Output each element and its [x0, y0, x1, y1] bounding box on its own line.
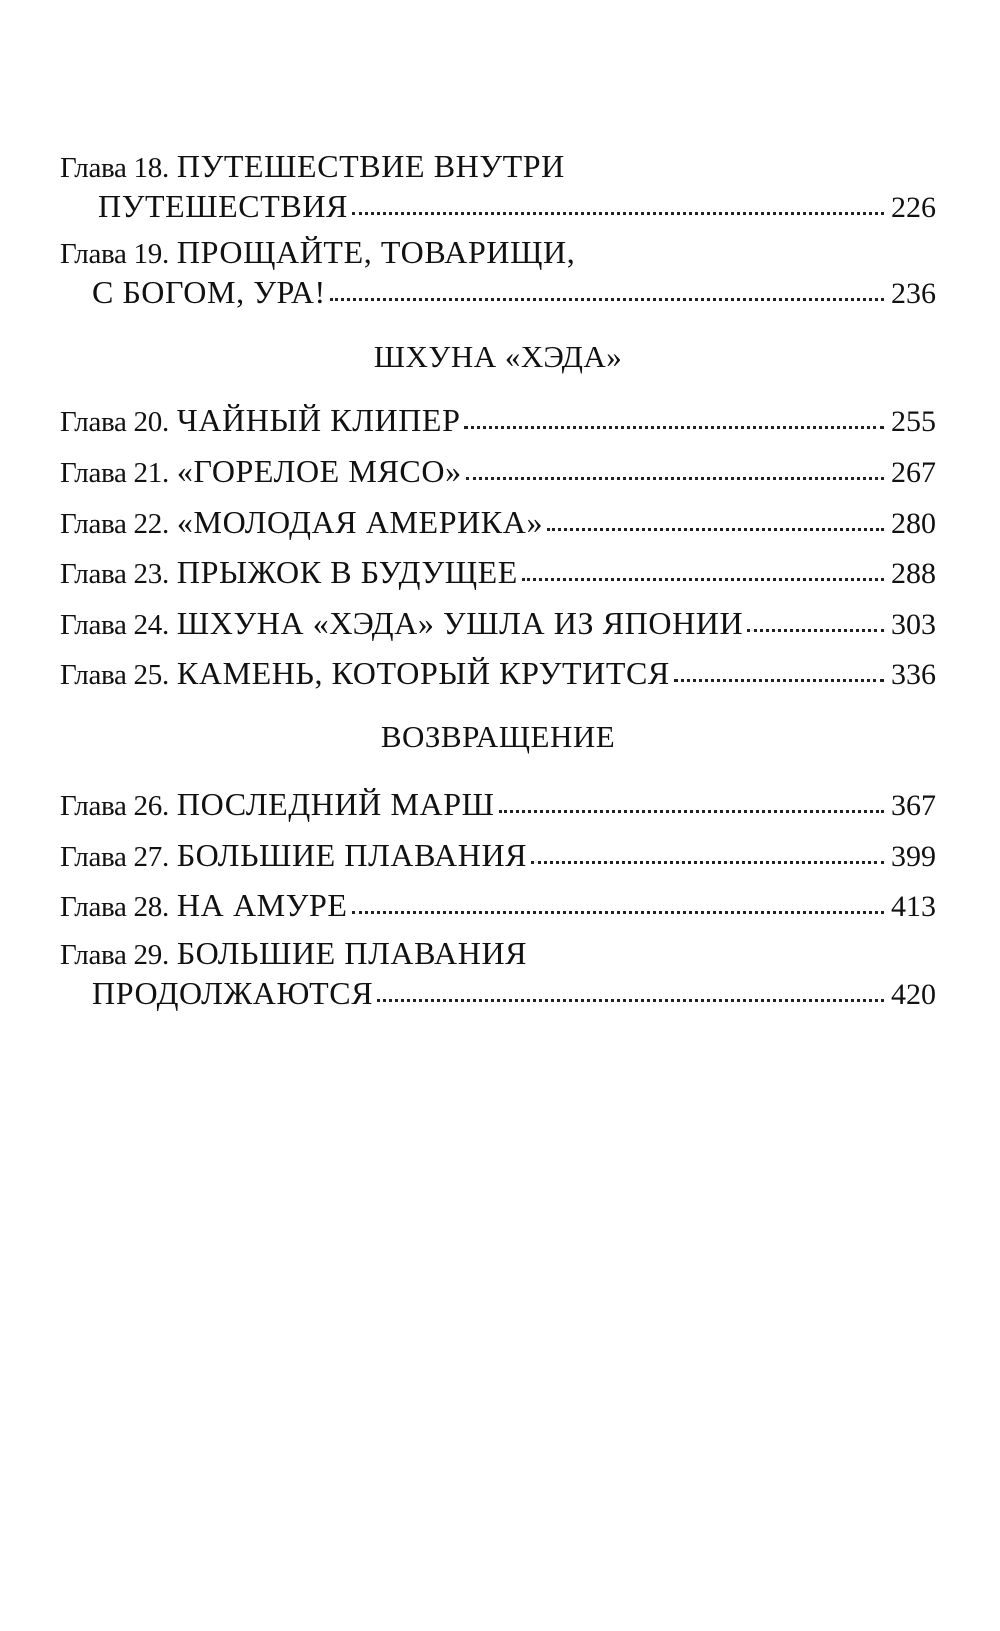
chapter-title: НА АМУРЕ — [176, 887, 348, 923]
toc-entry-chapter-26[interactable] — [60, 784, 936, 824]
chapter-title-continued: С БОГОМ, УРА! — [92, 274, 326, 310]
page-number: 280 — [891, 507, 936, 540]
page-number: 303 — [891, 608, 936, 641]
dot-leader — [466, 476, 884, 480]
section-heading: ШХУНА «ХЭДА» — [373, 339, 623, 374]
dot-leader — [330, 297, 884, 301]
toc-entry-line — [60, 603, 936, 643]
toc-entry-line — [60, 451, 936, 491]
toc-entry-line — [60, 552, 936, 592]
page-number: 413 — [891, 890, 936, 923]
chapter-title: ПОСЛЕДНИЙ МАРШ — [176, 786, 495, 822]
toc-entry-line — [60, 502, 936, 542]
chapter-title: «ГОРЕЛОЕ МЯСО» — [176, 453, 462, 489]
dot-leader — [352, 211, 884, 215]
dot-leader — [464, 425, 884, 429]
chapter-number: Глава 29. — [60, 939, 169, 971]
chapter-title: ШХУНА «ХЭДА» УШЛА ИЗ ЯПОНИИ — [176, 605, 744, 641]
chapter-number: Глава 23. — [60, 558, 169, 590]
toc-entry-line — [60, 186, 936, 226]
toc-entry-chapter-21[interactable] — [60, 451, 936, 491]
page-number: 336 — [891, 658, 936, 691]
page-number: 367 — [891, 789, 936, 822]
toc-entry-chapter-27[interactable] — [60, 835, 936, 875]
page-number: 399 — [891, 840, 936, 873]
chapter-number: Глава 28. — [60, 891, 169, 923]
chapter-title: БОЛЬШИЕ ПЛАВАНИЯ — [176, 837, 528, 873]
toc-entry-chapter-29[interactable] — [60, 933, 936, 1013]
chapter-number: Глава 25. — [60, 659, 169, 691]
chapter-title-continued: ПРОДОЛЖАЮТСЯ — [92, 975, 374, 1011]
page-number: 236 — [891, 277, 936, 310]
toc-entry-chapter-22[interactable] — [60, 502, 936, 542]
chapter-title: БОЛЬШИЕ ПЛАВАНИЯ — [176, 935, 528, 971]
dot-leader — [547, 527, 884, 531]
toc-entry-chapter-28[interactable] — [60, 885, 936, 925]
toc-entry-line — [60, 272, 936, 312]
toc-entry-chapter-25[interactable] — [60, 653, 936, 693]
chapter-number: Глава 22. — [60, 508, 169, 540]
dot-leader — [522, 577, 884, 581]
section-heading: ВОЗВРАЩЕНИЕ — [380, 719, 616, 754]
toc-entry-line — [60, 885, 936, 925]
chapter-title: ЧАЙНЫЙ КЛИПЕР — [176, 402, 461, 438]
toc-entry-line — [60, 653, 936, 693]
dot-leader — [352, 910, 884, 914]
toc-entry-chapter-18[interactable] — [60, 146, 936, 226]
chapter-number: Глава 20. — [60, 406, 169, 438]
page-number: 267 — [891, 456, 936, 489]
toc-entry-line — [60, 784, 936, 824]
chapter-number: Глава 21. — [60, 457, 169, 489]
table-of-contents — [60, 0, 936, 1631]
chapter-title: ПУТЕШЕСТВИЕ ВНУТРИ — [176, 148, 565, 184]
chapter-number: Глава 27. — [60, 841, 169, 873]
page-number: 226 — [891, 191, 936, 224]
dot-leader — [499, 809, 884, 813]
chapter-number: Глава 18. — [60, 152, 169, 184]
chapter-title: КАМЕНЬ, КОТОРЫЙ КРУТИТСЯ — [176, 655, 670, 691]
page-number: 420 — [891, 978, 936, 1011]
toc-entry-line — [60, 400, 936, 440]
page-number: 288 — [891, 557, 936, 590]
toc-entry-line — [60, 232, 936, 272]
toc-entry-line — [60, 835, 936, 875]
toc-entry-chapter-24[interactable] — [60, 603, 936, 643]
chapter-title-continued: ПУТЕШЕСТВИЯ — [98, 188, 348, 224]
toc-entry-chapter-20[interactable] — [60, 400, 936, 440]
toc-entry-line — [60, 146, 936, 186]
chapter-number: Глава 26. — [60, 790, 169, 822]
dot-leader — [747, 628, 884, 632]
toc-entry-chapter-23[interactable] — [60, 552, 936, 592]
toc-entry-chapter-19[interactable] — [60, 232, 936, 312]
chapter-title: «МОЛОДАЯ АМЕРИКА» — [176, 504, 544, 540]
dot-leader — [377, 998, 884, 1002]
chapter-title: ПРОЩАЙТЕ, ТОВАРИЩИ, — [176, 234, 576, 270]
chapter-number: Глава 19. — [60, 238, 169, 270]
toc-entry-line — [60, 933, 936, 973]
toc-entry-line — [60, 973, 936, 1013]
dot-leader — [531, 860, 884, 864]
dot-leader — [674, 678, 884, 682]
page-number: 255 — [891, 405, 936, 438]
chapter-title: ПРЫЖОК В БУДУЩЕЕ — [176, 554, 518, 590]
chapter-number: Глава 24. — [60, 609, 169, 641]
